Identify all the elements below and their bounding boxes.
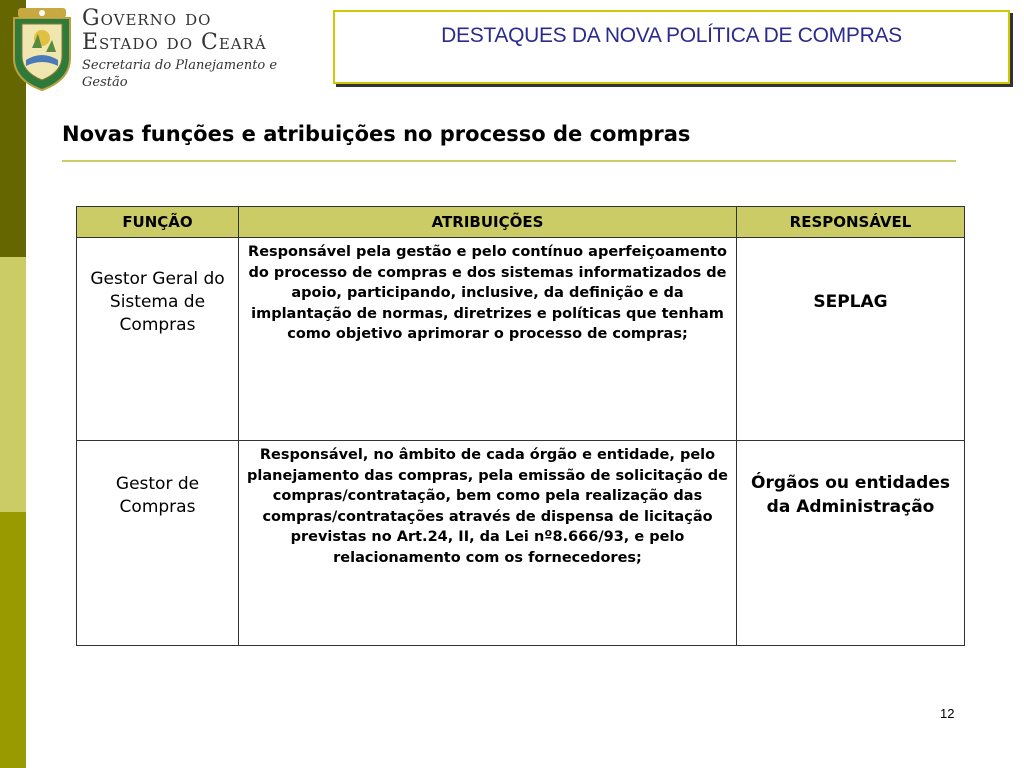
header-title-box [333,10,1010,84]
logo-line-governo: Governo do [82,6,212,31]
logo-secretaria-line: Secretaria do Planejamento e [82,58,278,73]
subtitle-divider [62,160,956,162]
header-atribuicoes: ATRIBUIÇÕES [239,207,737,238]
header-responsavel: RESPONSÁVEL [737,207,965,238]
side-color-bar [0,0,26,768]
cell-responsavel: Órgãos ou entidades da Administração [737,441,965,646]
side-bar-segment-light [0,257,26,512]
side-bar-segment-mid [0,512,26,768]
cell-funcao: Gestor de Compras [77,441,239,646]
ceara-coat-of-arms-icon [8,4,76,92]
section-subtitle: Novas funções e atribuições no processo de compras [62,122,691,146]
government-logo [8,4,298,96]
logo-line-estado: Estado do Ceará [82,30,267,55]
cell-funcao: Gestor Geral do Sistema de Compras [77,238,239,441]
header-funcao: FUNÇÃO [77,207,239,238]
table-row [77,238,965,441]
table-row [77,441,965,646]
table-header-row [77,207,965,238]
cell-responsavel: SEPLAG [737,238,965,441]
page-title: DESTAQUES DA NOVA POLÍTICA DE COMPRAS [441,24,902,47]
cell-atribuicoes: Responsável pela gestão e pelo contínuo aperfeiçoamento do processo de compras e dos sistemas informatizados de apoio, participando, inclusive, da definição e da implantação de normas, diretrizes e políticas que tenham como objetivo aprimorar o processo de compras; [239,238,737,441]
logo-secretaria-line-2: Gestão [82,75,128,90]
cell-atribuicoes: Responsável, no âmbito de cada órgão e entidade, pelo planejamento das compras, pela emissão de solicitação de compras/contratação, bem como pela realização das compras/contratações através de dispensa de licitação previstas no Art.24, II, da Lei nº8.666/93, e pelo relacionamento com os fornecedores; [239,441,737,646]
functions-table [76,206,965,646]
page-number: 12 [940,706,955,721]
